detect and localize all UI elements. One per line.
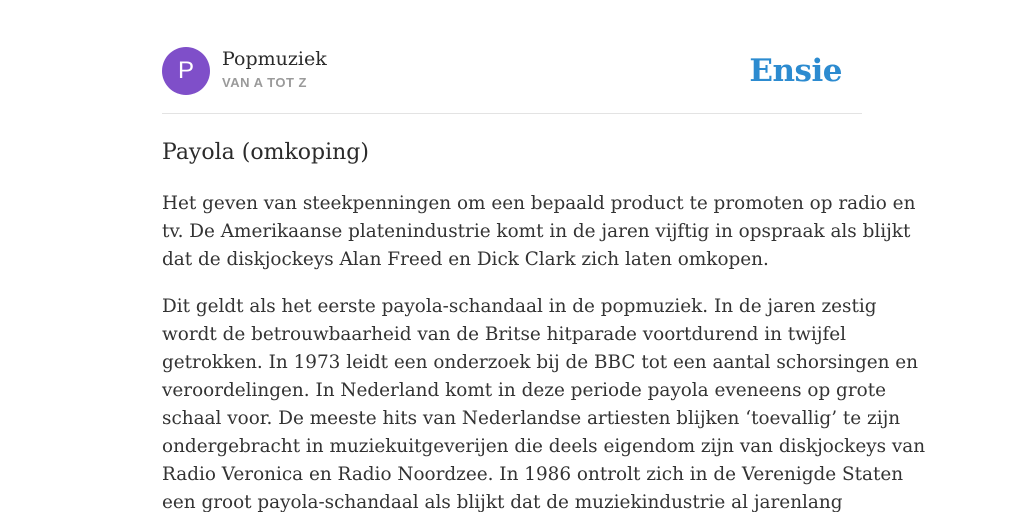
text-line: een groot payola-schandaal als blijkt dat de muziekindustrie al jarenlang <box>162 492 843 512</box>
book-subtitle: VAN A TOT Z <box>222 75 307 90</box>
ensie-logo[interactable]: Ensie <box>749 53 842 89</box>
entry-title: Payola (omkoping) <box>162 140 369 165</box>
text-line: tv. De Amerikaanse platenindustrie komt in de jaren vijftig in opspraak als blijkt <box>162 221 911 242</box>
text-line: Dit geldt als het eerste payola-schandaal in de popmuziek. In de jaren zestig <box>162 296 877 317</box>
text-line: ondergebracht in muziekuitgeverijen die deels eigendom zijn van diskjockeys van <box>162 436 926 457</box>
text-line: wordt de betrouwbaarheid van de Britse hitparade voortdurend in twijfel <box>162 324 847 345</box>
text-line: Het geven van steekpenningen om een bepaald product te promoten op radio en <box>162 193 916 214</box>
text-line: getrokken. In 1973 leidt een onderzoek bij de BBC tot een aantal schorsingen en <box>162 352 919 373</box>
text-line: schaal voor. De meeste hits van Nederlandse artiesten blijken ‘toevallig’ te zijn <box>162 408 901 429</box>
book-title[interactable]: Popmuziek <box>222 48 327 70</box>
paragraph <box>162 293 926 512</box>
book-avatar[interactable]: P <box>162 47 210 95</box>
text-line: veroordelingen. In Nederland komt in deze periode payola eveneens op grote <box>162 380 886 401</box>
paragraph <box>162 190 916 274</box>
text-line: dat de diskjockeys Alan Freed en Dick Clark zich laten omkopen. <box>162 249 769 270</box>
header <box>162 47 862 95</box>
header-divider <box>162 113 862 114</box>
entry-content <box>162 190 926 512</box>
text-line: Radio Veronica en Radio Noordzee. In 1986 ontrolt zich in de Verenigde Staten <box>162 464 904 485</box>
